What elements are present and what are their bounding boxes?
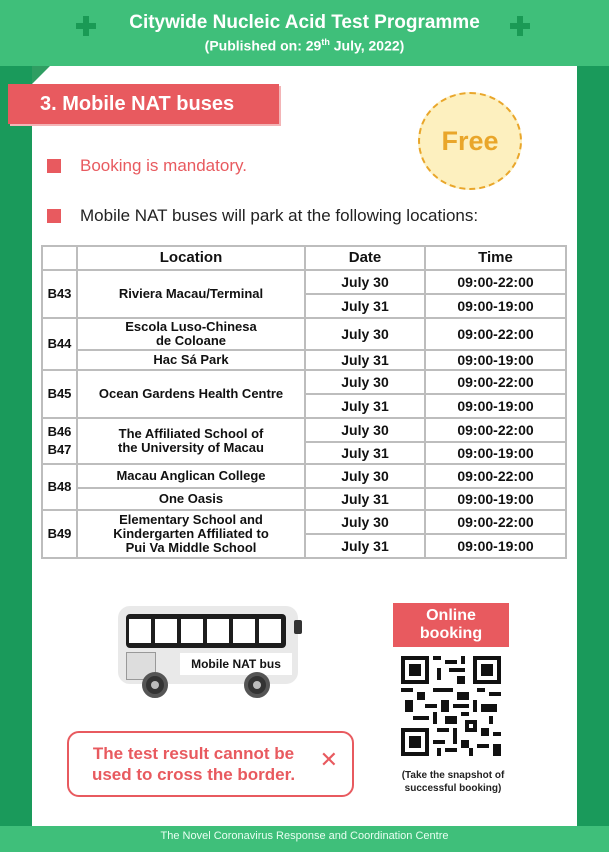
time-cell: 09:00-22:00: [425, 318, 566, 350]
qr-code-icon[interactable]: [401, 656, 501, 756]
date-cell: July 30: [305, 318, 425, 350]
time-cell: 09:00-22:00: [425, 464, 566, 488]
location: Riviera Macau/Terminal: [77, 270, 305, 318]
time-cell: 09:00-19:00: [425, 394, 566, 418]
table-row: [42, 350, 566, 370]
location: Elementary School and Kindergarten Affiliated to Pui Va Middle School: [77, 510, 305, 558]
online-booking-button[interactable]: [393, 603, 509, 647]
online-booking-line2: booking: [419, 625, 483, 642]
bullet-icon: [47, 159, 61, 173]
qr-caption: [388, 769, 518, 795]
date-cell: July 31: [305, 394, 425, 418]
time-cell: 09:00-19:00: [425, 534, 566, 558]
bus-code-line: B47: [47, 442, 72, 457]
table-row: [42, 464, 566, 488]
header-date: Date: [305, 246, 425, 270]
table-row: [42, 510, 566, 534]
left-stripe: [0, 66, 32, 826]
section-title: 3. Mobile NAT buses: [8, 84, 279, 124]
date-cell: July 30: [305, 270, 425, 294]
publish-date-suffix: July, 2022): [329, 37, 405, 54]
bullet-icon: [47, 209, 61, 223]
date-cell: July 30: [305, 510, 425, 534]
time-cell: 09:00-22:00: [425, 370, 566, 394]
right-stripe: [577, 66, 609, 826]
bus-illustration: [118, 606, 304, 700]
bus-mirror: [294, 620, 302, 634]
locations-note: Mobile NAT buses will park at the following locations:: [80, 206, 479, 225]
table-header-row: [42, 246, 566, 270]
location: Escola Luso-Chinesa de Coloane: [77, 318, 305, 350]
time-cell: 09:00-19:00: [425, 442, 566, 464]
location: Hac Sá Park: [77, 350, 305, 370]
table-row: [42, 418, 566, 442]
date-cell: July 30: [305, 418, 425, 442]
location: Ocean Gardens Health Centre: [77, 370, 305, 418]
border-warning: [67, 731, 354, 797]
bus-code-line: B46: [47, 424, 72, 439]
cross-mark-icon: ✕: [319, 747, 338, 772]
location: The Affiliated School of the University of Macau: [77, 418, 305, 464]
location: Macau Anglican College: [77, 464, 305, 488]
bus-label: Mobile NAT bus: [180, 653, 292, 675]
bus-code: B44: [42, 318, 77, 370]
table-row: [42, 318, 566, 350]
publish-date: [0, 37, 609, 54]
date-cell: July 31: [305, 488, 425, 510]
bus-code: B43: [42, 270, 77, 318]
qr-caption-line2: successful booking): [404, 783, 502, 794]
date-cell: July 31: [305, 534, 425, 558]
time-cell: 09:00-19:00: [425, 350, 566, 370]
time-cell: 09:00-22:00: [425, 510, 566, 534]
time-cell: 09:00-22:00: [425, 418, 566, 442]
time-cell: 09:00-19:00: [425, 294, 566, 318]
date-cell: July 31: [305, 442, 425, 464]
location: One Oasis: [77, 488, 305, 510]
header: [0, 0, 609, 66]
table-row: [42, 270, 566, 294]
publish-date-sup: th: [321, 37, 330, 47]
qr-caption-line1: (Take the snapshot of: [401, 770, 505, 781]
online-booking-line1: Online: [426, 607, 476, 624]
booking-note: Booking is mandatory.: [80, 156, 247, 175]
header-code: [42, 246, 77, 270]
free-badge: Free: [418, 92, 522, 190]
bus-code: B48: [42, 464, 77, 510]
warning-line1: The test result cannot be: [92, 744, 295, 763]
table-row: [42, 370, 566, 394]
bus-code: [42, 418, 77, 464]
bus-windows: [126, 614, 286, 648]
bus-body: [118, 606, 298, 684]
date-cell: July 30: [305, 464, 425, 488]
header-time: Time: [425, 246, 566, 270]
bus-code: B49: [42, 510, 77, 558]
schedule-table: [41, 245, 567, 559]
footer: The Novel Coronavirus Response and Coordination Centre: [160, 830, 449, 842]
time-cell: 09:00-19:00: [425, 488, 566, 510]
date-cell: July 31: [305, 294, 425, 318]
bus-code: B45: [42, 370, 77, 418]
header-location: Location: [77, 246, 305, 270]
page-title: Citywide Nucleic Acid Test Programme: [129, 12, 480, 33]
warning-line2: used to cross the border.: [91, 765, 296, 784]
table-row: [42, 488, 566, 510]
page-fold: [32, 66, 50, 84]
publish-date-prefix: (Published on: 29: [204, 37, 322, 54]
bus-wheel: [244, 672, 270, 698]
time-cell: 09:00-22:00: [425, 270, 566, 294]
bus-wheel: [142, 672, 168, 698]
date-cell: July 31: [305, 350, 425, 370]
date-cell: July 30: [305, 370, 425, 394]
